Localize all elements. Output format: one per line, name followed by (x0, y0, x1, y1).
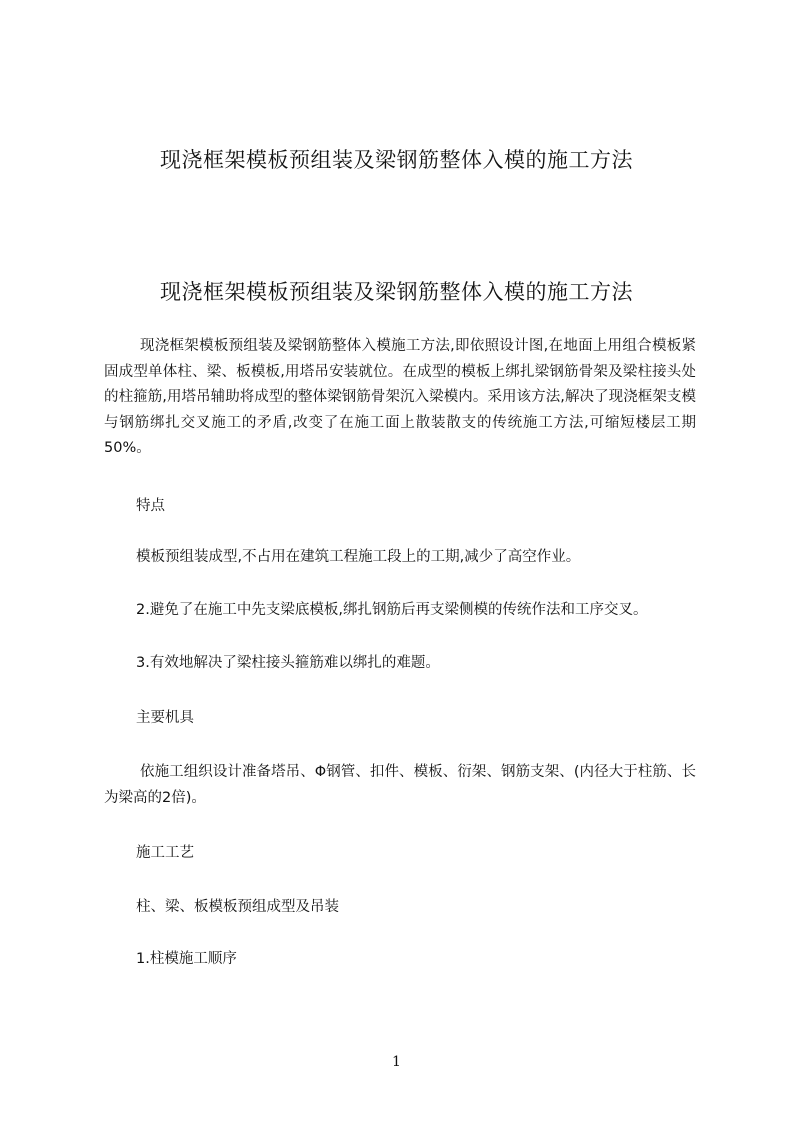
process-step: 1.柱模施工顺序 (136, 951, 237, 967)
intro-paragraph: 现浇框架模板预组装及梁钢筋整体入模施工方法,即依照设计图,在地面上用组合模板紧固成型单体柱、梁、板模板,用塔吊安装就位。在成型的模板上绑扎梁钢筋骨架及梁柱接头处的柱箍筋,用塔吊辅助将成型的整体梁钢筋骨架沉入梁模内。采用该方法,解决了现浇框架支模与钢筋绑扎交叉施工的矛盾,改变了在施工面上散装散支的传统施工方法,可缩短楼层工期50%。 (104, 338, 696, 456)
main-title: 现浇框架模板预组装及梁钢筋整体入模的施工方法 (160, 280, 633, 304)
feature-item: 3.有效地解决了梁柱接头箍筋难以绑扎的难题。 (136, 655, 440, 671)
features-heading: 特点 (136, 498, 165, 514)
feature-item: 2.避免了在施工中先支梁底模板,绑扎钢筋后再支梁侧模的传统作法和工序交叉。 (136, 602, 648, 618)
process-heading: 施工工艺 (136, 845, 194, 861)
tools-heading: 主要机具 (136, 710, 194, 726)
tools-paragraph: 依施工组织设计准备塔吊、Φ钢管、扣件、模板、衍架、钢筋支架、(内径大于柱筋、长为梁高的2倍)。 (104, 764, 696, 806)
page-number: 1 (392, 1054, 401, 1070)
process-subheading: 柱、梁、板模板预组成型及吊装 (136, 899, 339, 915)
feature-item: 模板预组装成型,不占用在建筑工程施工段上的工期,减少了高空作业。 (136, 549, 581, 565)
cover-title: 现浇框架模板预组装及梁钢筋整体入模的施工方法 (160, 148, 633, 172)
